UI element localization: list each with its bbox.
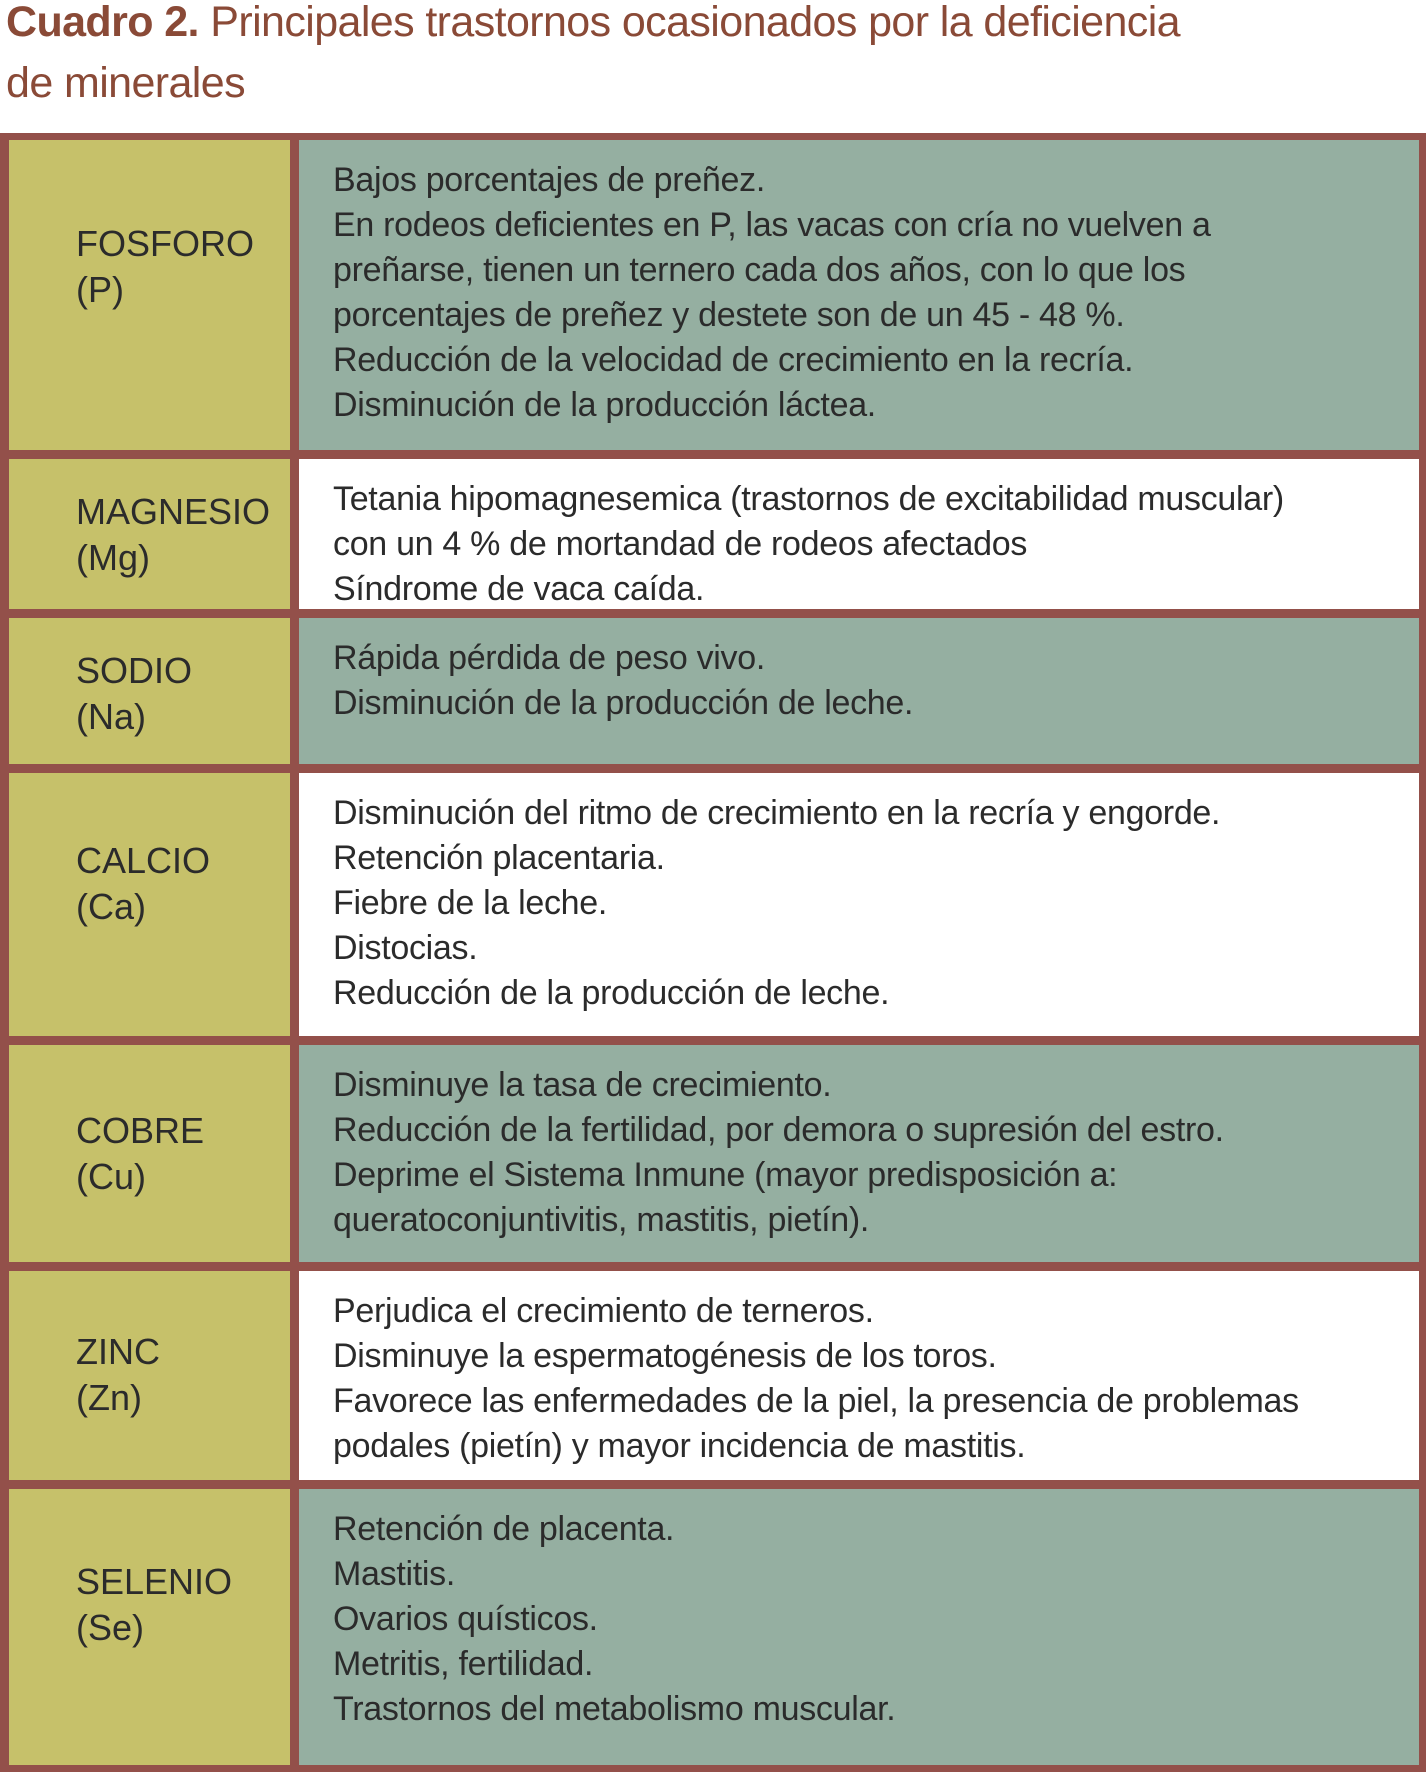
disorder-line: Disminuye la espermatogénesis de los toros. — [333, 1337, 997, 1375]
mineral-name: SODIO — [76, 650, 193, 691]
disorder-line: Reducción de la producción de leche. — [333, 974, 890, 1012]
mineral-cell — [9, 618, 290, 764]
table-row-zinc — [0, 1271, 1426, 1480]
mineral-symbol: (P) — [76, 269, 124, 310]
disorder-line: Rápida pérdida de peso vivo. — [333, 639, 766, 677]
disorder-line: preñarse, tienen un ternero cada dos años, con lo que los — [333, 251, 1186, 289]
disorder-line: Fiebre de la leche. — [333, 884, 608, 922]
disorder-line: Bajos porcentajes de preñez. — [333, 161, 765, 199]
mineral-cell — [9, 773, 290, 1036]
disorder-line: Retención de placenta. — [333, 1510, 675, 1548]
mineral-symbol: (Ca) — [76, 886, 146, 927]
mineral-cell — [9, 1045, 290, 1262]
disorder-line: Tetania hipomagnesemica (trastornos de excitabilidad muscular) — [333, 480, 1284, 518]
caption-number: Cuadro 2. — [6, 0, 199, 46]
mineral-name: COBRE — [76, 1110, 205, 1151]
mineral-cell — [9, 1489, 290, 1765]
disorders-cell — [299, 1271, 1419, 1480]
mineral-symbol: (Mg) — [76, 537, 150, 578]
disorders-cell — [299, 773, 1419, 1036]
mineral-name: SELENIO — [76, 1561, 233, 1602]
disorder-line: podales (pietín) y mayor incidencia de mastitis. — [333, 1427, 1026, 1465]
mineral-name: ZINC — [76, 1331, 160, 1372]
mineral-cell — [9, 140, 290, 450]
mineral-symbol: (Zn) — [76, 1377, 142, 1418]
disorders-cell — [299, 618, 1419, 764]
disorder-line: Ovarios quísticos. — [333, 1600, 598, 1638]
mineral-symbol: (Se) — [76, 1607, 145, 1648]
table-row-calcio — [0, 773, 1426, 1036]
table-row-cobre — [0, 1045, 1426, 1262]
table-row-selenio — [0, 1489, 1426, 1765]
disorder-line: con un 4 % de mortandad de rodeos afectados — [333, 525, 1028, 563]
disorder-line: Retención placentaria. — [333, 839, 665, 877]
minerals-table — [0, 133, 1426, 1772]
disorders-cell — [299, 140, 1419, 450]
disorder-line: Favorece las enfermedades de la piel, la presencia de problemas — [333, 1382, 1299, 1420]
disorder-line: Trastornos del metabolismo muscular. — [333, 1690, 896, 1728]
disorder-line: Deprime el Sistema Inmune (mayor predisposición a: — [333, 1156, 1118, 1194]
mineral-cell — [9, 459, 290, 609]
caption-title-line-2: de minerales — [6, 59, 245, 107]
mineral-symbol: (Na) — [76, 696, 146, 737]
disorder-line: Disminuye la tasa de crecimiento. — [333, 1066, 832, 1104]
mineral-cell — [9, 1271, 290, 1480]
disorder-line: Perjudica el crecimiento de terneros. — [333, 1292, 874, 1330]
disorder-line: Metritis, fertilidad. — [333, 1645, 594, 1683]
mineral-name: MAGNESIO — [76, 491, 271, 532]
mineral-name: FOSFORO — [76, 223, 254, 264]
disorders-cell — [299, 459, 1419, 609]
table-caption — [6, 0, 1406, 114]
disorder-line: queratoconjuntivitis, mastitis, pietín). — [333, 1201, 870, 1239]
disorder-line: Reducción de la velocidad de crecimiento en la recría. — [333, 341, 1134, 379]
disorder-line: Síndrome de vaca caída. — [333, 570, 705, 608]
disorder-line: Disminución del ritmo de crecimiento en la recría y engorde. — [333, 794, 1221, 832]
table-row-sodio — [0, 618, 1426, 764]
disorder-line: En rodeos deficientes en P, las vacas con cría no vuelven a — [333, 206, 1211, 244]
disorder-line: Reducción de la fertilidad, por demora o supresión del estro. — [333, 1111, 1224, 1149]
mineral-name: CALCIO — [76, 840, 211, 881]
disorder-line: Distocias. — [333, 929, 478, 967]
disorders-cell — [299, 1045, 1419, 1262]
table-row-magnesio — [0, 459, 1426, 609]
mineral-symbol: (Cu) — [76, 1156, 146, 1197]
disorder-line: Disminución de la producción láctea. — [333, 386, 876, 424]
disorder-line: Disminución de la producción de leche. — [333, 684, 914, 722]
caption-title-line-1: Principales trastornos ocasionados por la deficiencia — [198, 0, 1180, 46]
disorder-line: porcentajes de preñez y destete son de un 45 - 48 %. — [333, 296, 1125, 334]
disorders-cell — [299, 1489, 1419, 1765]
disorder-line: Mastitis. — [333, 1555, 455, 1593]
table-row-fosforo — [0, 140, 1426, 450]
